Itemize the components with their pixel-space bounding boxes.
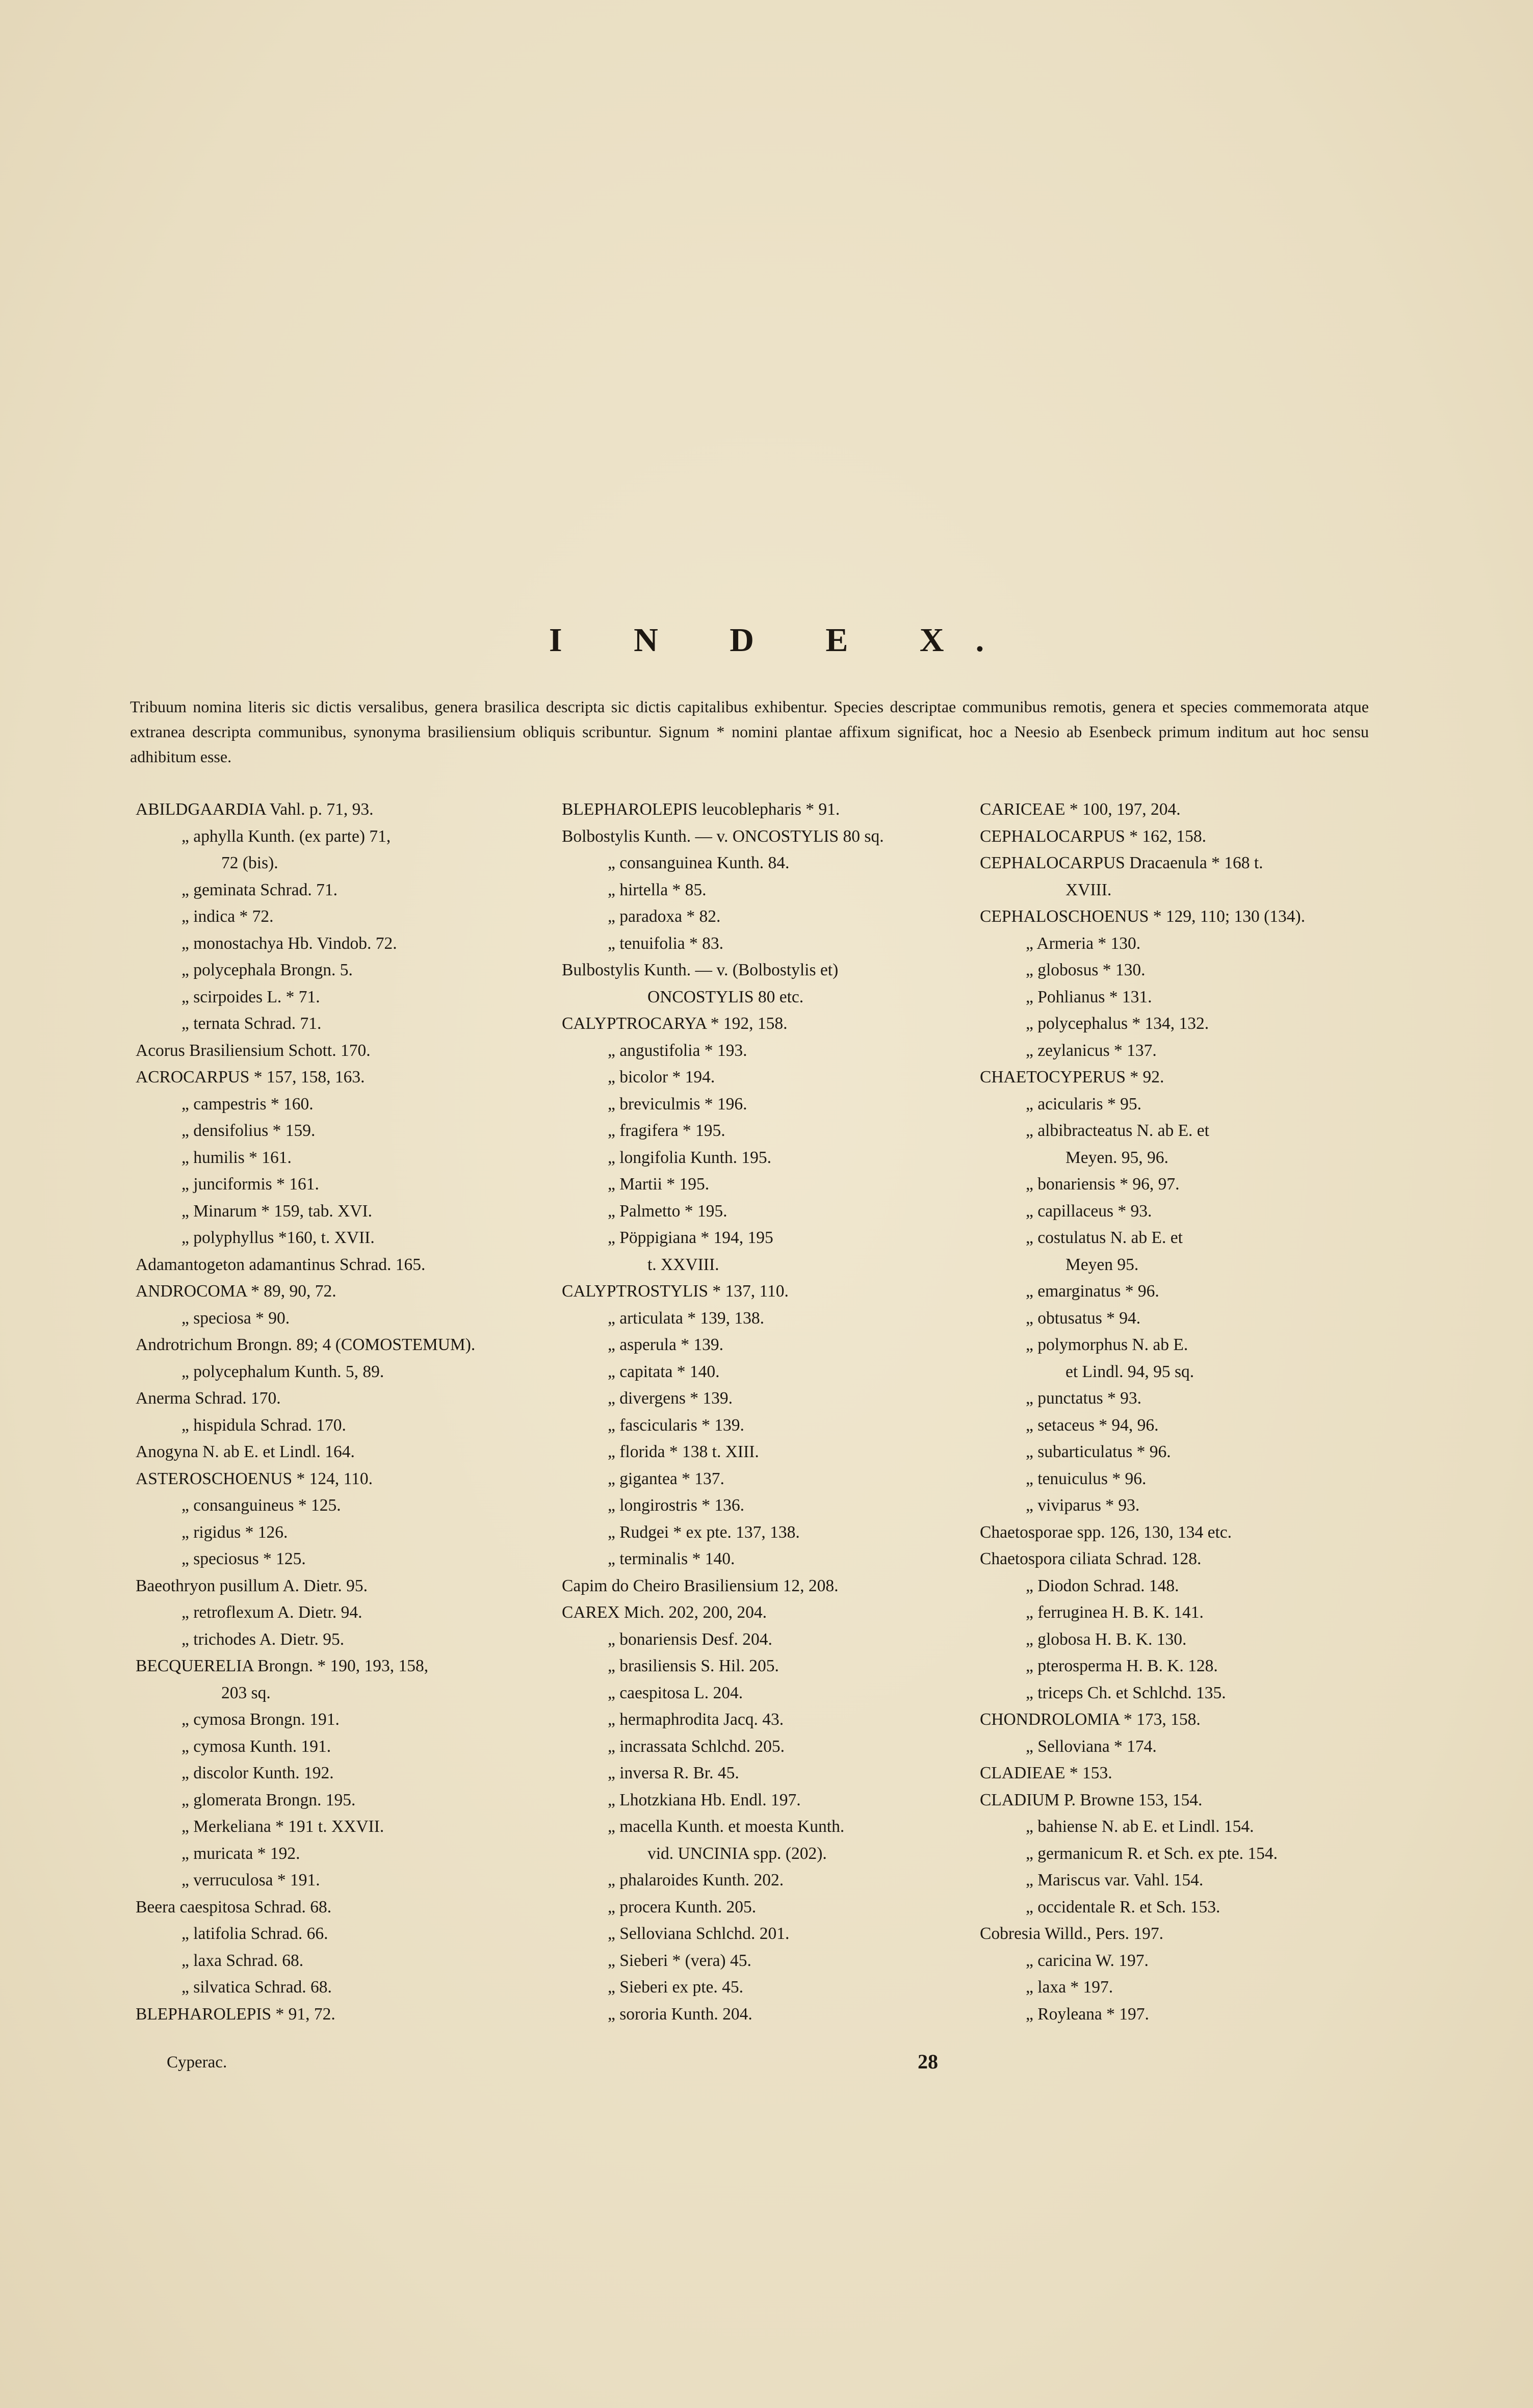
index-entry: Meyen. 95, 96. bbox=[1066, 1148, 1168, 1167]
index-entry: „ longifolia Kunth. 195. bbox=[608, 1148, 771, 1167]
index-entry: „ capillaceus * 93. bbox=[1026, 1201, 1152, 1221]
page-number: 28 bbox=[918, 2050, 938, 2073]
index-entry: „ verruculosa * 191. bbox=[181, 1871, 320, 1889]
index-entry: „ Armeria * 130. bbox=[1026, 934, 1141, 953]
index-entry: „ phalaroides Kunth. 202. bbox=[608, 1871, 784, 1889]
index-entry: „ terminalis * 140. bbox=[608, 1549, 735, 1568]
index-entry: „ fragifera * 195. bbox=[608, 1121, 725, 1140]
index-entry: „ occidentale R. et Sch. 153. bbox=[1026, 1897, 1220, 1917]
index-entry: CARICEAE * 100, 197, 204. bbox=[980, 800, 1181, 819]
index-entry: „ polyphyllus *160, t. XVII. bbox=[181, 1228, 375, 1247]
index-entry: „ ternata Schrad. 71. bbox=[181, 1014, 322, 1033]
index-entry: „ trichodes A. Dietr. 95. bbox=[181, 1629, 345, 1649]
index-entry: „ discolor Kunth. 192. bbox=[181, 1764, 334, 1782]
index-entry: „ hermaphrodita Jacq. 43. bbox=[608, 1710, 784, 1729]
index-entry: CAREX Mich. 202, 200, 204. bbox=[562, 1603, 767, 1622]
index-entry: t. XXVIII. bbox=[647, 1255, 719, 1274]
index-entry: „ consanguineus * 125. bbox=[181, 1496, 341, 1515]
index-entry: „ ferruginea H. B. K. 141. bbox=[1026, 1603, 1204, 1622]
index-entry: „ geminata Schrad. 71. bbox=[181, 880, 338, 899]
index-entry: Bulbostylis Kunth. — v. (Bolbostylis et) bbox=[562, 961, 839, 979]
index-entry: „ punctatus * 93. bbox=[1026, 1389, 1142, 1408]
index-entry: „ inversa R. Br. 45. bbox=[608, 1764, 739, 1782]
index-entry: „ caricina W. 197. bbox=[1026, 1951, 1149, 1970]
index-entry: CHONDROLOMIA * 173, 158. bbox=[980, 1710, 1201, 1729]
index-entry: „ polycephalus * 134, 132. bbox=[1026, 1014, 1209, 1033]
index-entry: ASTEROSCHOENUS * 124, 110. bbox=[136, 1469, 373, 1488]
index-entry: „ Sieberi ex pte. 45. bbox=[608, 1978, 744, 1997]
index-entry: „ polymorphus N. ab E. bbox=[1026, 1335, 1188, 1354]
index-entry: „ rigidus * 126. bbox=[181, 1522, 288, 1542]
index-entry: „ speciosa * 90. bbox=[181, 1308, 290, 1328]
index-entry: „ polycephalum Kunth. 5, 89. bbox=[181, 1362, 384, 1381]
index-entry: „ Diodon Schrad. 148. bbox=[1026, 1576, 1179, 1595]
index-entry: „ consanguinea Kunth. 84. bbox=[608, 853, 790, 872]
index-entry: Chaetospora ciliata Schrad. 128. bbox=[980, 1549, 1202, 1568]
index-entry: „ fascicularis * 139. bbox=[608, 1415, 744, 1435]
index-column-1 bbox=[136, 796, 538, 2028]
index-entry: „ angustifolia * 193. bbox=[608, 1041, 747, 1060]
index-entry: „ cymosa Kunth. 191. bbox=[181, 1737, 331, 1756]
index-entry: „ albibracteatus N. ab E. et bbox=[1026, 1121, 1209, 1140]
index-entry: „ Martii * 195. bbox=[608, 1175, 710, 1194]
index-entry: „ tenuiculus * 96. bbox=[1026, 1469, 1147, 1488]
index-entry: „ capitata * 140. bbox=[608, 1362, 720, 1381]
index-entry: „ sororia Kunth. 204. bbox=[608, 2004, 752, 2024]
index-entry: „ muricata * 192. bbox=[181, 1844, 300, 1863]
index-entry: „ Selloviana Schlchd. 201. bbox=[608, 1924, 790, 1943]
index-entry: 203 sq. bbox=[221, 1683, 271, 1702]
index-entry: CEPHALOCARPUS * 162, 158. bbox=[980, 826, 1206, 846]
index-entry: CEPHALOSCHOENUS * 129, 110; 130 (134). bbox=[980, 907, 1306, 926]
index-entry: „ Selloviana * 174. bbox=[1026, 1737, 1157, 1756]
index-entry: „ gigantea * 137. bbox=[608, 1469, 724, 1488]
index-entry: „ polycephala Brongn. 5. bbox=[181, 961, 353, 979]
index-entry: BECQUERELIA Brongn. * 190, 193, 158, bbox=[136, 1656, 429, 1675]
index-column-2 bbox=[562, 796, 965, 2028]
index-entry: „ germanicum R. et Sch. ex pte. 154. bbox=[1026, 1844, 1278, 1863]
index-entry: „ glomerata Brongn. 195. bbox=[181, 1790, 356, 1809]
index-entry: „ tenuifolia * 83. bbox=[608, 934, 723, 953]
index-entry: „ laxa Schrad. 68. bbox=[181, 1951, 304, 1970]
index-entry: „ paradoxa * 82. bbox=[608, 907, 721, 926]
index-entry: „ retroflexum A. Dietr. 94. bbox=[181, 1603, 362, 1622]
index-entry: „ caespitosa L. 204. bbox=[608, 1683, 743, 1702]
index-entry: et Lindl. 94, 95 sq. bbox=[1066, 1362, 1194, 1381]
index-entry: „ monostachya Hb. Vindob. 72. bbox=[181, 934, 397, 953]
index-entry: „ densifolius * 159. bbox=[181, 1121, 316, 1140]
index-entry: Beera caespitosa Schrad. 68. bbox=[136, 1897, 332, 1917]
index-entry: „ emarginatus * 96. bbox=[1026, 1282, 1159, 1301]
index-entry: Capim do Cheiro Brasiliensium 12, 208. bbox=[562, 1576, 839, 1595]
index-entry: Androtrichum Brongn. 89; 4 (COMOSTEMUM). bbox=[136, 1335, 476, 1354]
index-entry: „ costulatus N. ab E. et bbox=[1026, 1228, 1183, 1247]
index-entry: „ triceps Ch. et Schlchd. 135. bbox=[1026, 1683, 1226, 1702]
index-entry: ONCOSTYLIS 80 etc. bbox=[647, 987, 804, 1006]
index-entry: „ longirostris * 136. bbox=[608, 1496, 744, 1515]
index-entry: CLADIEAE * 153. bbox=[980, 1764, 1112, 1782]
index-entry: CEPHALOCARPUS Dracaenula * 168 t. bbox=[980, 853, 1263, 872]
index-entry: „ Pöppigiana * 194, 195 bbox=[608, 1228, 773, 1247]
index-entry: „ laxa * 197. bbox=[1026, 1978, 1113, 1997]
index-column-3 bbox=[980, 796, 1378, 2028]
index-entry: „ Mariscus var. Vahl. 154. bbox=[1026, 1871, 1204, 1889]
index-entry: Anerma Schrad. 170. bbox=[136, 1389, 281, 1408]
index-entry: „ indica * 72. bbox=[181, 907, 274, 926]
index-entry: XVIII. bbox=[1066, 880, 1112, 899]
index-entry: Adamantogeton adamantinus Schrad. 165. bbox=[136, 1255, 426, 1274]
index-entry: „ Pohlianus * 131. bbox=[1026, 987, 1152, 1006]
index-entry: „ acicularis * 95. bbox=[1026, 1094, 1141, 1114]
index-entry: „ humilis * 161. bbox=[181, 1148, 292, 1167]
index-entry: CALYPTROCARYA * 192, 158. bbox=[562, 1014, 788, 1033]
index-entry: „ macella Kunth. et moesta Kunth. bbox=[608, 1817, 845, 1836]
index-entry: „ junciformis * 161. bbox=[181, 1175, 319, 1194]
index-entry: „ breviculmis * 196. bbox=[608, 1094, 747, 1114]
index-entry: Chaetosporae spp. 126, 130, 134 etc. bbox=[980, 1522, 1232, 1542]
index-entry: „ divergens * 139. bbox=[608, 1389, 733, 1408]
index-entry: „ bahiense N. ab E. et Lindl. 154. bbox=[1026, 1817, 1254, 1836]
index-entry: „ articulata * 139, 138. bbox=[608, 1308, 764, 1328]
index-entry: „ obtusatus * 94. bbox=[1026, 1308, 1141, 1328]
index-entry: „ Sieberi * (vera) 45. bbox=[608, 1951, 751, 1970]
index-entry: 72 (bis). bbox=[221, 853, 278, 872]
index-entry: „ globosa H. B. K. 130. bbox=[1026, 1629, 1187, 1649]
index-entry: CLADIUM P. Browne 153, 154. bbox=[980, 1790, 1203, 1809]
index-entry: „ bicolor * 194. bbox=[608, 1068, 715, 1086]
index-entry: „ scirpoides L. * 71. bbox=[181, 987, 320, 1006]
index-entry: CHAETOCYPERUS * 92. bbox=[980, 1068, 1164, 1086]
index-entry: „ incrassata Schlchd. 205. bbox=[608, 1737, 785, 1756]
index-entry: „ Minarum * 159, tab. XVI. bbox=[181, 1201, 373, 1221]
page-title: I N D E X. bbox=[549, 622, 1016, 659]
index-entry: „ Palmetto * 195. bbox=[608, 1201, 727, 1221]
index-entry: BLEPHAROLEPIS leucoblepharis * 91. bbox=[562, 800, 840, 819]
index-entry: „ bonariensis * 96, 97. bbox=[1026, 1175, 1180, 1194]
index-entry: ABILDGAARDIA Vahl. p. 71, 93. bbox=[136, 800, 374, 819]
index-entry: „ hispidula Schrad. 170. bbox=[181, 1415, 346, 1435]
index-entry: „ zeylanicus * 137. bbox=[1026, 1041, 1157, 1060]
index-entry: Meyen 95. bbox=[1066, 1255, 1139, 1274]
index-entry: „ cymosa Brongn. 191. bbox=[181, 1710, 340, 1729]
index-entry: „ hirtella * 85. bbox=[608, 880, 707, 899]
index-entry: „ Lhotzkiana Hb. Endl. 197. bbox=[608, 1790, 801, 1809]
index-entry: „ campestris * 160. bbox=[181, 1094, 314, 1114]
index-entry: „ setaceus * 94, 96. bbox=[1026, 1415, 1159, 1435]
footer-signature: Cyperac. bbox=[167, 2053, 227, 2072]
index-entry: BLEPHAROLEPIS * 91, 72. bbox=[136, 2004, 335, 2024]
index-entry: „ brasiliensis S. Hil. 205. bbox=[608, 1656, 779, 1675]
index-entry: Baeothryon pusillum A. Dietr. 95. bbox=[136, 1576, 368, 1595]
index-entry: „ pterosperma H. B. K. 128. bbox=[1026, 1656, 1218, 1675]
index-entry: ACROCARPUS * 157, 158, 163. bbox=[136, 1068, 365, 1086]
index-entry: „ viviparus * 93. bbox=[1026, 1496, 1140, 1515]
index-entry: „ Royleana * 197. bbox=[1026, 2004, 1149, 2024]
index-introduction: Tribuum nomina literis sic dictis versalibus, genera brasilica descripta sic dictis capitalibus exhibentur. Species descriptae communibus remotis, genera et species commemorata atque extranea descripta communibus, synonyma brasiliensium obliquis scribuntur. Signum * nomini plantae affixum significat, hoc a Neesio ab Esenbeck primum inditum aut hoc sensu adhibitum esse. bbox=[130, 697, 1369, 766]
index-entry: „ florida * 138 t. XIII. bbox=[608, 1442, 759, 1461]
index-entry: Acorus Brasiliensium Schott. 170. bbox=[136, 1041, 371, 1060]
index-entry: Anogyna N. ab E. et Lindl. 164. bbox=[136, 1442, 355, 1461]
index-entry: „ globosus * 130. bbox=[1026, 961, 1146, 979]
index-entry: „ bonariensis Desf. 204. bbox=[608, 1629, 772, 1649]
index-entry: CALYPTROSTYLIS * 137, 110. bbox=[562, 1282, 789, 1301]
index-entry: „ aphylla Kunth. (ex parte) 71, bbox=[181, 826, 391, 846]
index-entry: „ Rudgei * ex pte. 137, 138. bbox=[608, 1522, 800, 1542]
index-entry: „ speciosus * 125. bbox=[181, 1549, 306, 1568]
index-entry: „ procera Kunth. 205. bbox=[608, 1897, 757, 1917]
index-entry: „ subarticulatus * 96. bbox=[1026, 1442, 1171, 1461]
index-entry: „ latifolia Schrad. 66. bbox=[181, 1924, 328, 1943]
index-entry: „ asperula * 139. bbox=[608, 1335, 723, 1354]
index-entry: „ Merkeliana * 191 t. XXVII. bbox=[181, 1817, 384, 1836]
index-entry: Bolbostylis Kunth. — v. ONCOSTYLIS 80 sq. bbox=[562, 826, 884, 846]
index-entry: Cobresia Willd., Pers. 197. bbox=[980, 1924, 1163, 1943]
index-entry: ANDROCOMA * 89, 90, 72. bbox=[136, 1282, 336, 1301]
index-entry: vid. UNCINIA spp. (202). bbox=[647, 1844, 827, 1863]
index-entry: „ silvatica Schrad. 68. bbox=[181, 1978, 332, 1997]
